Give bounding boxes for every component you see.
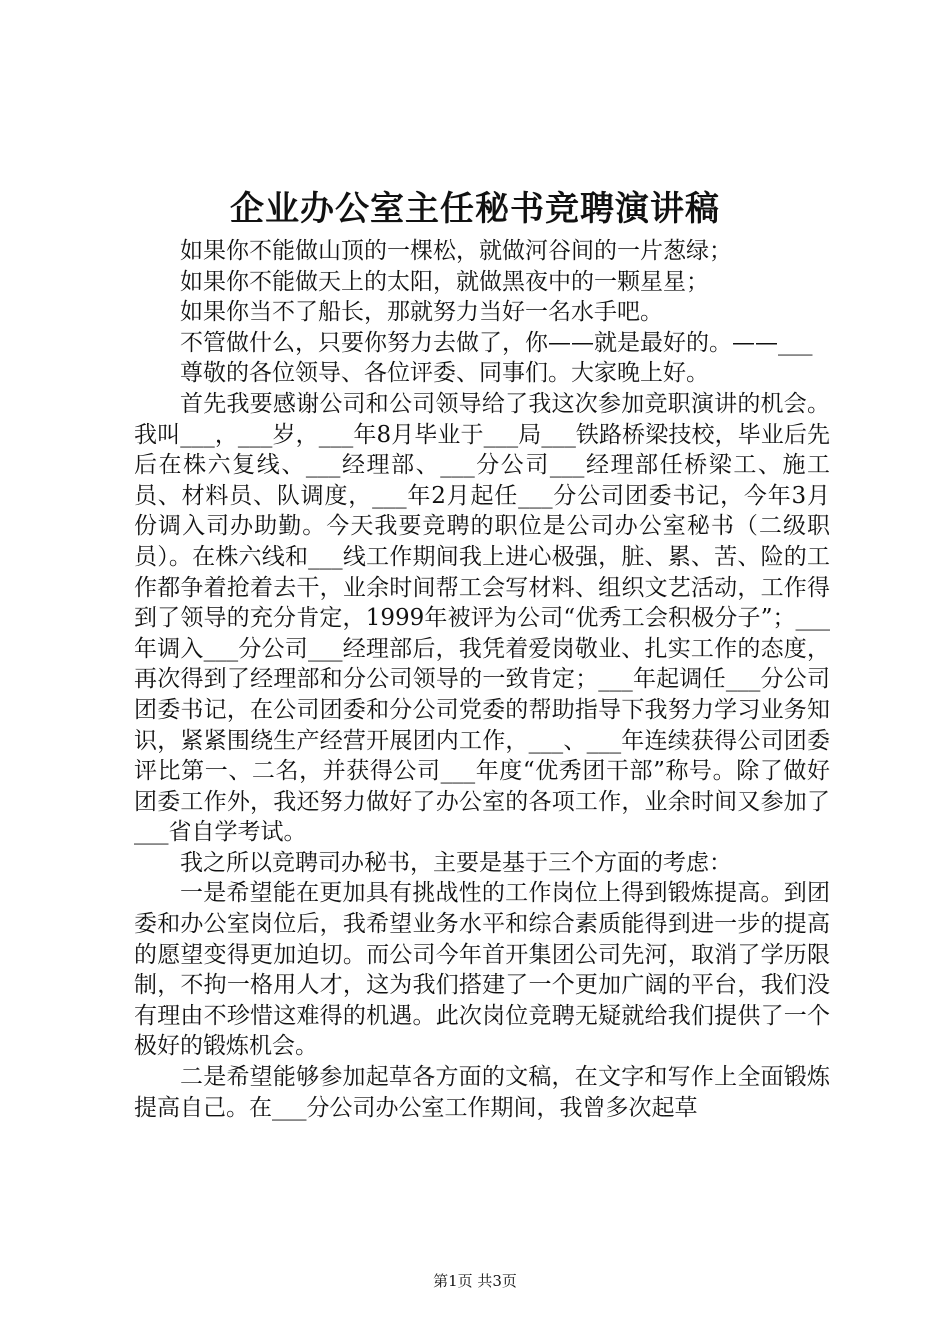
reason-one-paragraph: 一是希望能在更加具有挑战性的工作岗位上得到锻炼提高。到团委和办公室岗位后，我希望业务水平和综合素质能得到进一步的提高的愿望变得更加迫切。而公司今年首开集团公司先河，取消了学历限制，不拘一格用人才，这为我们搭建了一个更加广阔的平台，我们没有理由不珍惜这难得的机遇。此次岗位竞聘无疑就给我们提供了一个极好的锻炼机会。 — [134, 880, 830, 1060]
reasons-intro-paragraph: 我之所以竞聘司办秘书，主要是基于三个方面的考虑： — [180, 849, 732, 876]
document-title: 企业办公室主任秘书竞聘演讲稿 — [230, 189, 720, 229]
poem-line-1: 如果你不能做山顶的一棵松，就做河谷间的一片葱绿； — [180, 238, 732, 264]
greeting-paragraph: 尊敬的各位领导、各位评委、同事们。大家晚上好。 — [180, 360, 709, 387]
poem-line-3: 如果你当不了船长，那就努力当好一名水手吧。 — [180, 299, 663, 326]
reason-two-paragraph: 二是希望能够参加起草各方面的文稿，在文字和写作上全面锻炼提高自己。在___分公司办公室工作期间，我曾多次起草 — [134, 1064, 830, 1121]
self-introduction-paragraph: 首先我要感谢公司和公司领导给了我这次参加竞职演讲的机会。我叫___，___岁，___年8月毕业于___局___铁路桥梁技校，毕业后先后在株六复线、___经理部、___分公司___经理部任桥梁工、施工员、材料员、队调度，___年2月起任___分公司团委书记，今年3月份调入司办助勤。今天我要竞聘的职位是公司办公室秘书（二级职员）。在株六线和___线工作期间我上进心极强，脏、累、苦、险的工作都争着抢着去干，业余时间帮工会写材料、组织文艺活动，工作得到了领导的充分肯定，1999年被评为公司“优秀工会积极分子”；___年调入___分公司___经理部后，我凭着爱岗敬业、扎实工作的态度，再次得到了经理部和分公司领导的一致肯定；___年起调任___分公司团委书记，在公司团委和分公司党委的帮助指导下我努力学习业务知识，紧紧围绕生产经营开展团内工作，___、___年连续获得公司团委评比第一、二名，并获得公司___年度“优秀团干部”称号。除了做好团委工作外，我还努力做好了办公室的各项工作，业余时间又参加了___省自学考试。 — [134, 390, 830, 846]
document-body — [134, 236, 830, 1123]
page-number-footer: 第1页 共3页 — [433, 1272, 517, 1290]
poem-line-4: 不管做什么，只要你努力去做了，你——就是最好的。——___ — [180, 329, 813, 356]
poem-line-2: 如果你不能做天上的太阳，就做黑夜中的一颗星星； — [180, 268, 709, 295]
